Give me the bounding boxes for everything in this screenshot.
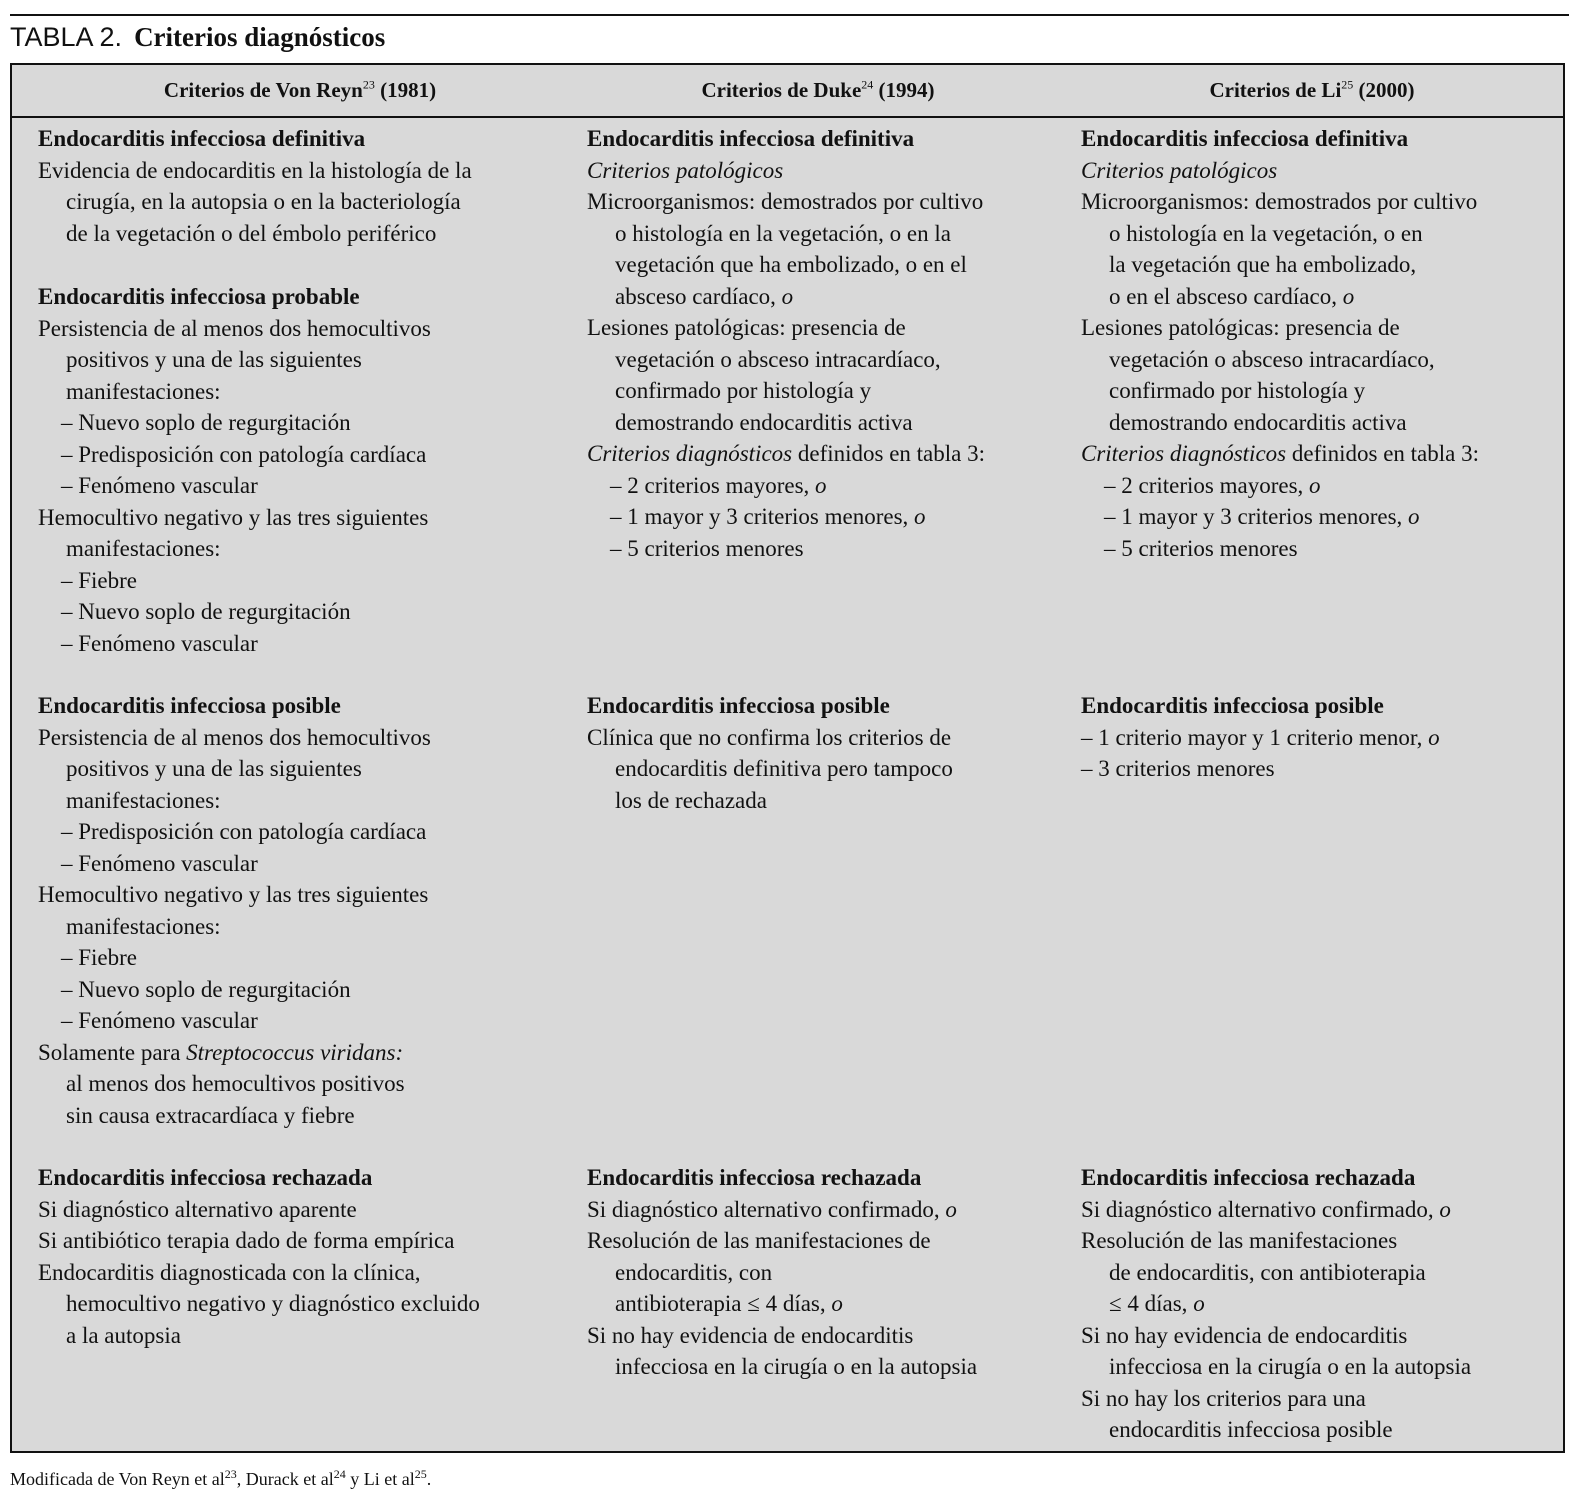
criteria-line: endocarditis definitiva pero tampoco (615, 756, 953, 781)
text-span: definidos en tabla 3: (1286, 441, 1480, 466)
criteria-line: Resolución de las manifestaciones (1081, 1228, 1398, 1253)
criteria-term: Criterios diagnósticos (587, 441, 793, 466)
header-year: (1994) (878, 78, 935, 102)
text-span: absceso cardíaco, (615, 283, 782, 309)
criteria-line: – Nuevo soplo de regurgitación (61, 599, 351, 624)
criteria-line: Endocarditis diagnosticada con la clínica, (38, 1259, 421, 1285)
criteria-line: endocarditis infecciosa posible (1109, 1417, 1393, 1442)
criteria-line: manifestaciones: (66, 913, 221, 939)
criteria-line: o histología en la vegetación, o en la (615, 220, 951, 246)
criteria-line: Clínica que no confirma los criterios de (587, 724, 952, 750)
section-posible (1081, 690, 1561, 785)
or-conjunction: o (781, 283, 794, 309)
section-rechazada (1081, 1162, 1561, 1446)
criteria-line: vegetación o absceso intracardíaco, (1109, 346, 1435, 372)
section-rechazada (38, 1162, 568, 1351)
criteria-line: Persistencia de al menos dos hemocultivos (38, 724, 431, 750)
or-conjunction: o (914, 504, 926, 529)
or-conjunction: o (815, 472, 827, 498)
criteria-line: – Predisposición con patología cardíaca (61, 819, 427, 844)
section-posible (587, 690, 1067, 816)
criteria-line: – 5 criterios menores (1104, 535, 1298, 561)
criteria-line: Criterios patológicos (587, 157, 784, 183)
section-heading: Endocarditis infecciosa posible (1081, 693, 1384, 718)
header-name: Criterios de Duke (701, 78, 862, 102)
criteria-line: manifestaciones: (66, 536, 221, 561)
criteria-line (1081, 1288, 1561, 1320)
text-span: – 1 criterio mayor y 1 criterio menor, (1081, 724, 1429, 750)
criteria-line: Microorganismos: demostrados por cultivo (587, 189, 984, 214)
header-ref: 24 (861, 77, 874, 92)
text-span: definidos en tabla 3: (792, 441, 986, 466)
criteria-line: – Fenómeno vascular (61, 473, 258, 498)
criteria-line: la vegetación que ha embolizado, (1109, 252, 1417, 277)
criteria-line (587, 501, 1067, 533)
criteria-line: – Nuevo soplo de regurgitación (61, 410, 351, 435)
criteria-line: Criterios patológicos (1081, 157, 1278, 183)
criteria-line: a la autopsia (66, 1322, 181, 1348)
criteria-line: confirmado por histología y (1109, 378, 1366, 403)
criteria-line (587, 281, 1067, 313)
criteria-line: – Fenómeno vascular (61, 630, 258, 656)
criteria-line (1081, 281, 1561, 313)
text-span: – 1 mayor y 3 criterios menores, (610, 504, 915, 529)
criteria-line: confirmado por histología y (615, 378, 872, 403)
criteria-line: de la vegetación o del émbolo periférico (66, 220, 437, 246)
footnote-text: , Durack et al (236, 1469, 334, 1489)
criteria-line: Si no hay evidencia de endocarditis (1081, 1322, 1408, 1348)
criteria-line: Hemocultivo negativo y las tres siguientes (38, 504, 429, 530)
criteria-line: demostrando endocarditis activa (1109, 409, 1407, 435)
section-heading: Endocarditis infecciosa posible (38, 693, 341, 718)
footnote-ref: 23 (224, 1466, 237, 1481)
criteria-line: infecciosa en la cirugía o en la autopsia (1109, 1354, 1472, 1379)
text-span: – 2 criterios mayores, (1104, 472, 1310, 498)
text-span: o en el absceso cardíaco, (1109, 283, 1343, 309)
top-rule (10, 14, 1569, 16)
criteria-line: Si antibiótico terapia dado de forma empírica (38, 1228, 455, 1253)
criteria-line (1081, 470, 1561, 502)
species-name: Streptococcus viridans: (186, 1039, 404, 1065)
section-definitiva (38, 123, 568, 249)
or-conjunction: o (1309, 472, 1321, 498)
section-posible (38, 690, 568, 1131)
text-span: – 2 criterios mayores, (610, 472, 816, 498)
section-rechazada (587, 1162, 1067, 1383)
or-conjunction: o (1428, 724, 1440, 750)
table-label: TABLA 2. (10, 22, 123, 52)
criteria-line: demostrando endocarditis activa (615, 409, 913, 435)
or-conjunction: o (1439, 1196, 1451, 1222)
header-year: (2000) (1358, 78, 1415, 102)
criteria-line: Evidencia de endocarditis en la histología de la (38, 157, 472, 183)
criteria-line: vegetación o absceso intracardíaco, (615, 346, 941, 372)
footnote-text: . (426, 1469, 432, 1489)
or-conjunction: o (1342, 283, 1355, 309)
or-conjunction: o (1193, 1291, 1205, 1316)
criteria-line: – Fenómeno vascular (61, 1008, 258, 1033)
criteria-line: infecciosa en la cirugía o en la autopsia (615, 1354, 978, 1379)
section-heading: Endocarditis infecciosa definitiva (38, 126, 366, 151)
criteria-line (587, 1194, 1067, 1226)
criteria-line: Si no hay los criterios para una (1081, 1385, 1366, 1411)
criteria-line: – Fenómeno vascular (61, 850, 258, 876)
criteria-line: manifestaciones: (66, 378, 221, 404)
header-name: Criterios de Von Reyn (163, 78, 363, 102)
criteria-line (1081, 438, 1561, 470)
criteria-line: manifestaciones: (66, 787, 221, 813)
criteria-line: al menos dos hemocultivos positivos (66, 1071, 405, 1096)
footnote-ref: 25 (414, 1466, 427, 1481)
criteria-line: de endocarditis, con antibioterapia (1109, 1259, 1426, 1285)
table-caption: Criterios diagnósticos (134, 22, 386, 52)
criteria-line: endocarditis, con (615, 1259, 773, 1285)
or-conjunction: o (1408, 504, 1420, 529)
criteria-line (1081, 501, 1561, 533)
section-heading: Endocarditis infecciosa rechazada (1081, 1165, 1416, 1190)
criteria-line (587, 1288, 1067, 1320)
table-title (10, 18, 385, 56)
criteria-line: – Fiebre (61, 945, 138, 970)
criteria-line: positivos y una de las siguientes (66, 347, 362, 372)
criteria-line: – Fiebre (61, 567, 138, 593)
criteria-term: Criterios diagnósticos (1081, 441, 1287, 466)
header-name: Criterios de Li (1209, 78, 1342, 102)
criteria-table (10, 63, 1565, 1453)
section-heading: Endocarditis infecciosa rechazada (587, 1165, 922, 1190)
section-heading: Endocarditis infecciosa rechazada (38, 1165, 373, 1190)
criteria-line: Lesiones patológicas: presencia de (1081, 315, 1400, 340)
criteria-line: Si diagnóstico alternativo aparente (38, 1196, 357, 1222)
criteria-line: sin causa extracardíaca y fiebre (66, 1102, 355, 1128)
criteria-line (38, 1037, 568, 1069)
criteria-line: cirugía, en la autopsia o en la bacteriología (66, 189, 461, 214)
criteria-line: Persistencia de al menos dos hemocultivos (38, 315, 431, 341)
header-ref: 23 (362, 77, 375, 92)
footnote-text: y Li et al (345, 1469, 415, 1489)
header-li (1082, 65, 1542, 116)
footnote-text: Modificada de Von Reyn et al (10, 1469, 225, 1489)
header-ref: 25 (1341, 77, 1354, 92)
criteria-line (1081, 1194, 1561, 1226)
or-conjunction: o (945, 1196, 957, 1222)
criteria-line: Resolución de las manifestaciones de (587, 1228, 931, 1253)
section-definitiva (1081, 123, 1561, 564)
criteria-line: – Predisposición con patología cardíaca (61, 441, 427, 467)
criteria-line: – 5 criterios menores (610, 535, 804, 561)
table-header-row (12, 65, 1563, 118)
section-heading: Endocarditis infecciosa definitiva (1081, 126, 1409, 151)
or-conjunction: o (831, 1291, 843, 1316)
section-definitiva (587, 123, 1067, 564)
criteria-line: Hemocultivo negativo y las tres siguientes (38, 882, 429, 907)
criteria-line: Microorganismos: demostrados por cultivo (1081, 189, 1478, 214)
text-span: antibioterapia ≤ 4 días, (615, 1291, 832, 1316)
section-heading: Endocarditis infecciosa posible (587, 693, 890, 718)
text-span: Solamente para (38, 1039, 187, 1065)
criteria-line (587, 438, 1067, 470)
criteria-line (587, 470, 1067, 502)
criteria-line: los de rechazada (615, 787, 767, 813)
header-von-reyn (40, 65, 560, 116)
section-heading: Endocarditis infecciosa probable (38, 284, 360, 309)
criteria-line: Si no hay evidencia de endocarditis (587, 1322, 914, 1348)
criteria-line: – Nuevo soplo de regurgitación (61, 976, 351, 1002)
header-duke (588, 65, 1048, 116)
criteria-line (1081, 722, 1561, 754)
criteria-line: positivos y una de las siguientes (66, 756, 362, 781)
text-span: Si diagnóstico alternativo confirmado, (587, 1196, 946, 1222)
criteria-line: hemocultivo negativo y diagnóstico excluido (66, 1291, 480, 1316)
text-span: Si diagnóstico alternativo confirmado, (1081, 1196, 1440, 1222)
section-heading: Endocarditis infecciosa definitiva (587, 126, 915, 151)
criteria-line: vegetación que ha embolizado, o en el (615, 252, 967, 277)
criteria-line: o histología en la vegetación, o en (1109, 220, 1423, 246)
header-year: (1981) (380, 78, 437, 102)
footnote-ref: 24 (333, 1466, 346, 1481)
footnote (10, 1466, 432, 1490)
criteria-line: Lesiones patológicas: presencia de (587, 315, 906, 340)
section-probable (38, 281, 568, 659)
text-span: ≤ 4 días, (1109, 1291, 1194, 1316)
text-span: – 1 mayor y 3 criterios menores, (1104, 504, 1409, 529)
criteria-line: – 3 criterios menores (1081, 756, 1275, 781)
